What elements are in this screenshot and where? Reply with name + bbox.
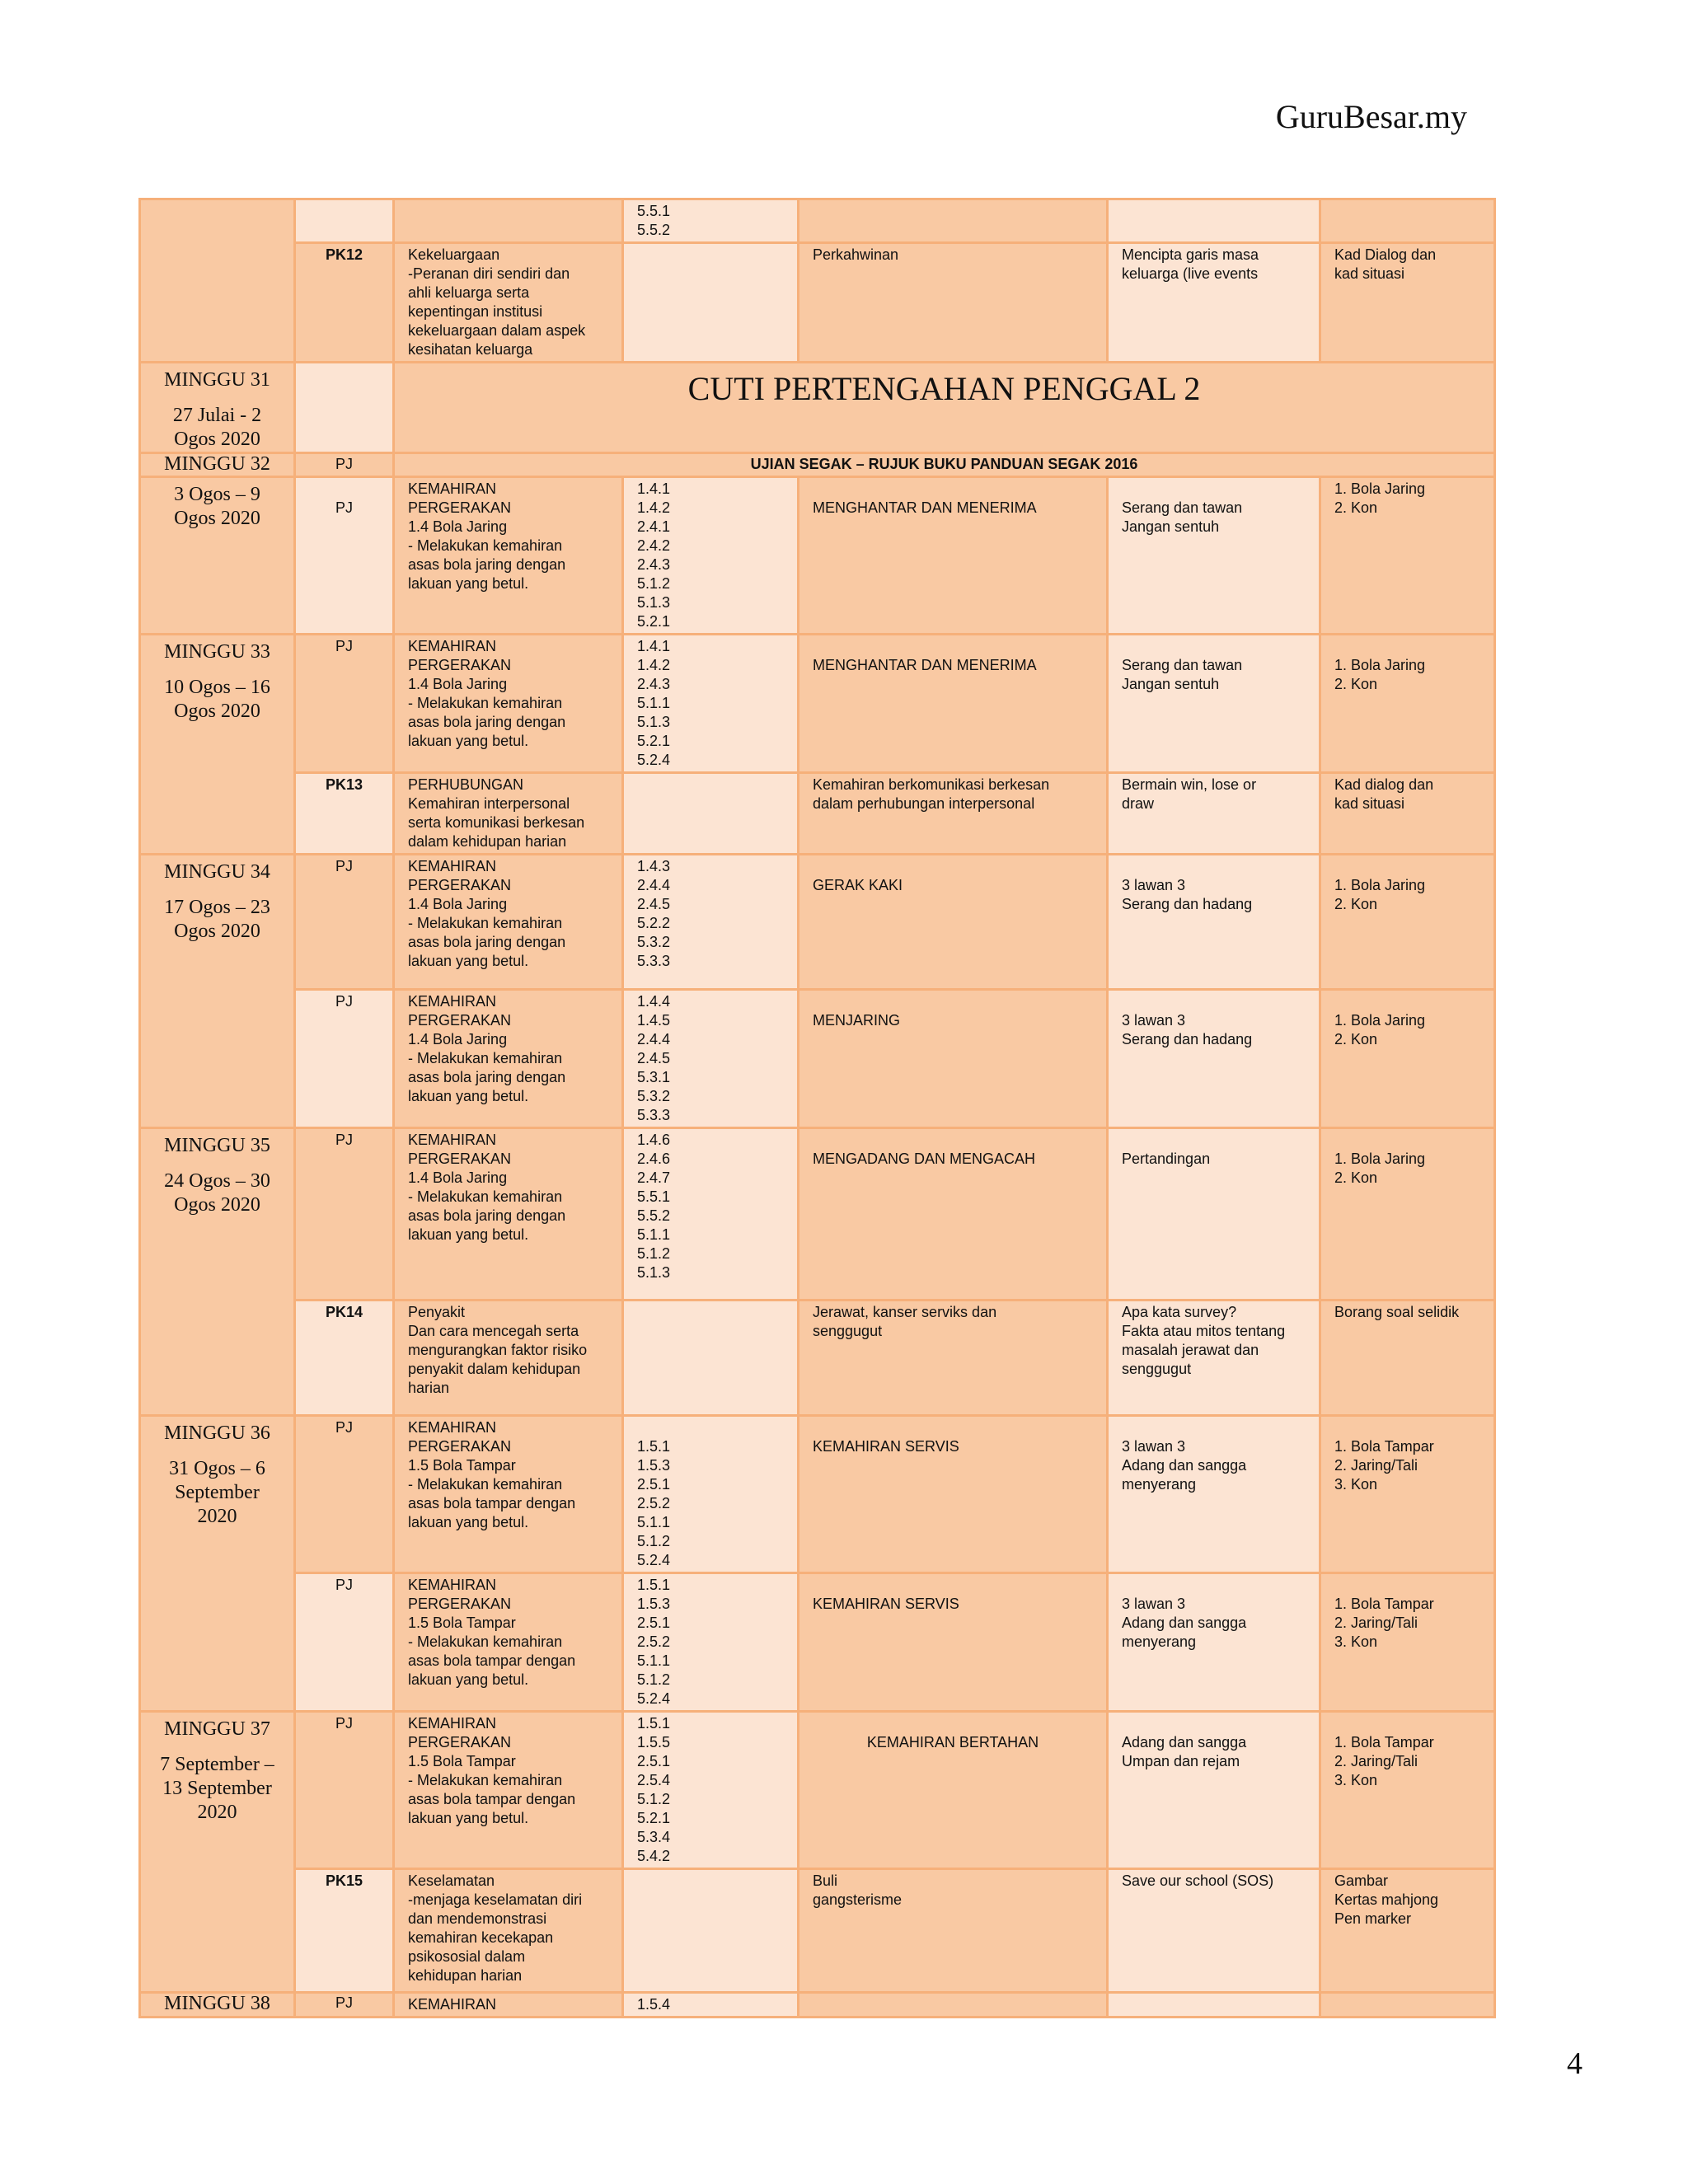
topic-cell: KEMAHIRAN PERGERAKAN 1.4 Bola Jaring - Melakukan kemahiran asas bola jaring dengan lakuan yang betul. [394, 990, 623, 1128]
sp-cell: 1.4.6 2.4.6 2.4.7 5.5.1 5.5.2 5.1.1 5.1.2 5.1.3 [623, 1128, 799, 1301]
subject-cell: PJ [295, 1993, 394, 2018]
week-cell [140, 477, 295, 635]
week-date: 10 Ogos – 16 Ogos 2020 [164, 677, 270, 722]
materials-text: 1. Bola Tampar 2. Jaring/Tali 3. Kon [1334, 1438, 1434, 1493]
activity-text: KEMAHIRAN SERVIS [813, 1438, 959, 1455]
week-cell [140, 635, 295, 855]
sp-cell [623, 1869, 799, 1993]
topic-cell: PERHUBUNGAN Kemahiran interpersonal serta komunikasi berkesan dalam kehidupan harian [394, 773, 623, 855]
materials-cell [1320, 1128, 1495, 1301]
strategy-cell [1108, 1573, 1320, 1712]
materials-text: 1. Bola Jaring 2. Kon [1334, 657, 1426, 692]
subject-cell: PJ [295, 1573, 394, 1712]
page-number: 4 [1567, 2046, 1582, 2081]
materials-cell: Gambar Kertas mahjong Pen marker [1320, 1869, 1495, 1993]
strategy-cell [1108, 1993, 1320, 2018]
activity-text: GERAK KAKI [813, 877, 903, 893]
week-label: MINGGU 37 [164, 1718, 270, 1740]
materials-cell [1320, 199, 1495, 243]
activity-text: KEMAHIRAN BERTAHAN [866, 1734, 1039, 1750]
subject-cell: PJ [295, 990, 394, 1128]
table-row [140, 477, 1495, 635]
week-label: MINGGU 31 [164, 369, 270, 391]
holiday-banner: CUTI PERTENGAHAN PENGGAL 2 [394, 363, 1495, 453]
week-cell [140, 363, 295, 453]
week-date: 24 Ogos – 30 Ogos 2020 [164, 1170, 270, 1216]
table-row [140, 1993, 1495, 2018]
materials-text: 1. Bola Jaring 2. Kon [1334, 1151, 1426, 1186]
strategy-cell [1108, 199, 1320, 243]
subject-cell [295, 363, 394, 453]
strategy-text: 3 lawan 3 Serang dan hadang [1122, 877, 1253, 912]
week-label: MINGGU 38 [164, 1993, 270, 2014]
activity-cell [799, 1416, 1108, 1573]
subject-cell: PJ [295, 635, 394, 773]
week-cell [140, 199, 295, 363]
strategy-cell [1108, 1128, 1320, 1301]
week-date: 31 Ogos – 6 September 2020 [169, 1458, 265, 1527]
table-row [140, 243, 1495, 363]
strategy-cell [1108, 855, 1320, 990]
materials-cell [1320, 1993, 1495, 2018]
subject-cell: PK13 [295, 773, 394, 855]
materials-cell [1320, 855, 1495, 990]
table-row [140, 1712, 1495, 1869]
activity-cell [799, 855, 1108, 990]
sp-cell: 5.5.1 5.5.2 [623, 199, 799, 243]
topic-cell: KEMAHIRAN PERGERAKAN 1.4 Bola Jaring - Melakukan kemahiran asas bola jaring dengan lakuan yang betul. [394, 635, 623, 773]
activity-cell [799, 635, 1108, 773]
table-row [140, 1573, 1495, 1712]
sp-cell: 1.4.1 1.4.2 2.4.3 5.1.1 5.1.3 5.2.1 5.2.4 [623, 635, 799, 773]
activity-cell: Perkahwinan [799, 243, 1108, 363]
week-cell [140, 1993, 295, 2018]
activity-cell: Buli gangsterisme [799, 1869, 1108, 1993]
strategy-cell [1108, 990, 1320, 1128]
activity-cell [799, 1993, 1108, 2018]
week-cell [140, 453, 295, 477]
subject-cell: PK12 [295, 243, 394, 363]
topic-cell: Kekeluargaan -Peranan diri sendiri dan ahli keluarga serta kepentingan institusi kekeluargaan dalam aspek kesihatan keluarga [394, 243, 623, 363]
week-cell [140, 1712, 295, 1993]
strategy-cell [1108, 1416, 1320, 1573]
strategy-text: Pertandingan [1122, 1151, 1211, 1167]
week-cell [140, 1128, 295, 1416]
subject-cell: PJ [295, 855, 394, 990]
week-date: 27 Julai - 2 Ogos 2020 [172, 405, 262, 450]
strategy-cell: Save our school (SOS) [1108, 1869, 1320, 1993]
strategy-cell: Bermain win, lose or draw [1108, 773, 1320, 855]
topic-cell: KEMAHIRAN PERGERAKAN 1.4 Bola Jaring - Melakukan kemahiran asas bola jaring dengan lakuan yang betul. [394, 477, 623, 635]
materials-cell: 1. Bola Jaring 2. Kon [1320, 477, 1495, 635]
activity-text: MENGADANG DAN MENGACAH [813, 1151, 1036, 1167]
week-date: 7 September – 13 September 2020 [160, 1754, 274, 1823]
week-label: MINGGU 34 [164, 861, 270, 883]
activity-text: MENJARING [813, 1012, 901, 1029]
table-row [140, 855, 1495, 990]
topic-cell: KEMAHIRAN PERGERAKAN 1.5 Bola Tampar - Melakukan kemahiran asas bola tampar dengan lakuan yang betul. [394, 1573, 623, 1712]
activity-cell [799, 477, 1108, 635]
week-cell [140, 855, 295, 1128]
sp-cell: 1.4.1 1.4.2 2.4.1 2.4.2 2.4.3 5.1.2 5.1.3 5.2.1 [623, 477, 799, 635]
table-row [140, 1128, 1495, 1301]
activity-text: KEMAHIRAN SERVIS [813, 1596, 959, 1612]
sp-cell: 1.5.1 1.5.3 2.5.1 2.5.2 5.1.1 5.1.2 5.2.4 [623, 1416, 799, 1573]
lesson-plan-table [138, 198, 1496, 2018]
strategy-text: 3 lawan 3 Adang dan sangga menyerang [1122, 1438, 1247, 1493]
subject-cell: PK14 [295, 1301, 394, 1416]
week-label: MINGGU 32 [164, 453, 270, 475]
sp-cell [623, 1301, 799, 1416]
topic-cell: KEMAHIRAN PERGERAKAN 1.4 Bola Jaring - Melakukan kemahiran asas bola jaring dengan lakuan yang betul. [394, 855, 623, 990]
materials-cell: Kad dialog dan kad situasi [1320, 773, 1495, 855]
week-label: MINGGU 36 [164, 1422, 270, 1444]
topic-cell: KEMAHIRAN PERGERAKAN 1.5 Bola Tampar - Melakukan kemahiran asas bola tampar dengan lakuan yang betul. [394, 1712, 623, 1869]
strategy-text: Serang dan tawan Jangan sentuh [1122, 657, 1243, 692]
site-title: GuruBesar.my [1275, 98, 1467, 135]
topic-cell: Keselamatan -menjaga keselamatan diri dan mendemonstrasi kemahiran kecekapan psikososial dalam kehidupan harian [394, 1869, 623, 1993]
table-row [140, 363, 1495, 453]
table-row [140, 453, 1495, 477]
materials-cell: Kad Dialog dan kad situasi [1320, 243, 1495, 363]
subject-cell: PJ [295, 453, 394, 477]
week-date: 3 Ogos – 9 Ogos 2020 [174, 484, 260, 529]
materials-cell [1320, 1416, 1495, 1573]
materials-text: 1. Bola Jaring 2. Kon [1334, 877, 1426, 912]
topic-cell: KEMAHIRAN [394, 1993, 623, 2018]
strategy-cell [1108, 1712, 1320, 1869]
sp-cell [623, 243, 799, 363]
subject-cell: PJ [295, 477, 394, 635]
activity-cell [799, 990, 1108, 1128]
materials-text: 1. Bola Tampar 2. Jaring/Tali 3. Kon [1334, 1596, 1434, 1650]
strategy-text: Adang dan sangga Umpan dan rejam [1122, 1734, 1247, 1769]
activity-cell [799, 1712, 1108, 1869]
materials-cell: Borang soal selidik [1320, 1301, 1495, 1416]
strategy-cell [1108, 477, 1320, 635]
activity-cell: Jerawat, kanser serviks dan senggugut [799, 1301, 1108, 1416]
materials-text: 1. Bola Jaring 2. Kon [1334, 1012, 1426, 1047]
activity-cell [799, 199, 1108, 243]
table-row [140, 1416, 1495, 1573]
subject-cell: PK15 [295, 1869, 394, 1993]
week-label: MINGGU 35 [164, 1135, 270, 1156]
table-row [140, 1869, 1495, 1993]
sp-cell: 1.4.4 1.4.5 2.4.4 2.4.5 5.3.1 5.3.2 5.3.3 [623, 990, 799, 1128]
materials-cell [1320, 990, 1495, 1128]
strategy-text: Serang dan tawan Jangan sentuh [1122, 499, 1243, 535]
sp-cell [623, 773, 799, 855]
strategy-cell: Apa kata survey? Fakta atau mitos tentang masalah jerawat dan senggugut [1108, 1301, 1320, 1416]
activity-cell [799, 1573, 1108, 1712]
strategy-text: 3 lawan 3 Adang dan sangga menyerang [1122, 1596, 1247, 1650]
activity-text: MENGHANTAR DAN MENERIMA [813, 657, 1037, 673]
sp-cell: 1.5.4 [623, 1993, 799, 2018]
topic-cell: KEMAHIRAN PERGERAKAN 1.4 Bola Jaring - Melakukan kemahiran asas bola jaring dengan lakuan yang betul. [394, 1128, 623, 1301]
table-row [140, 635, 1495, 773]
subject-cell: PJ [295, 1416, 394, 1573]
sp-cell: 1.4.3 2.4.4 2.4.5 5.2.2 5.3.2 5.3.3 [623, 855, 799, 990]
activity-cell [799, 1128, 1108, 1301]
activity-text: MENGHANTAR DAN MENERIMA [813, 499, 1037, 516]
subject-cell [295, 199, 394, 243]
table-row [140, 1301, 1495, 1416]
table-row [140, 199, 1495, 243]
materials-cell [1320, 1573, 1495, 1712]
topic-cell: Penyakit Dan cara mencegah serta mengurangkan faktor risiko penyakit dalam kehidupan harian [394, 1301, 623, 1416]
subject-cell: PJ [295, 1712, 394, 1869]
segak-banner: UJIAN SEGAK – RUJUK BUKU PANDUAN SEGAK 2016 [394, 453, 1495, 477]
table-row [140, 773, 1495, 855]
week-date: 17 Ogos – 23 Ogos 2020 [164, 897, 270, 942]
table-row [140, 990, 1495, 1128]
strategy-cell: Mencipta garis masa keluarga (live events [1108, 243, 1320, 363]
activity-cell: Kemahiran berkomunikasi berkesan dalam perhubungan interpersonal [799, 773, 1108, 855]
materials-cell [1320, 1712, 1495, 1869]
week-label: MINGGU 33 [164, 641, 270, 663]
subject-cell: PJ [295, 1128, 394, 1301]
materials-cell [1320, 635, 1495, 773]
materials-text: 1. Bola Tampar 2. Jaring/Tali 3. Kon [1334, 1734, 1434, 1788]
strategy-cell [1108, 635, 1320, 773]
sp-cell: 1.5.1 1.5.5 2.5.1 2.5.4 5.1.2 5.2.1 5.3.4 5.4.2 [623, 1712, 799, 1869]
topic-cell [394, 199, 623, 243]
week-cell [140, 1416, 295, 1712]
topic-cell: KEMAHIRAN PERGERAKAN 1.5 Bola Tampar - Melakukan kemahiran asas bola tampar dengan lakuan yang betul. [394, 1416, 623, 1573]
sp-cell: 1.5.1 1.5.3 2.5.1 2.5.2 5.1.1 5.1.2 5.2.4 [623, 1573, 799, 1712]
strategy-text: 3 lawan 3 Serang dan hadang [1122, 1012, 1253, 1047]
